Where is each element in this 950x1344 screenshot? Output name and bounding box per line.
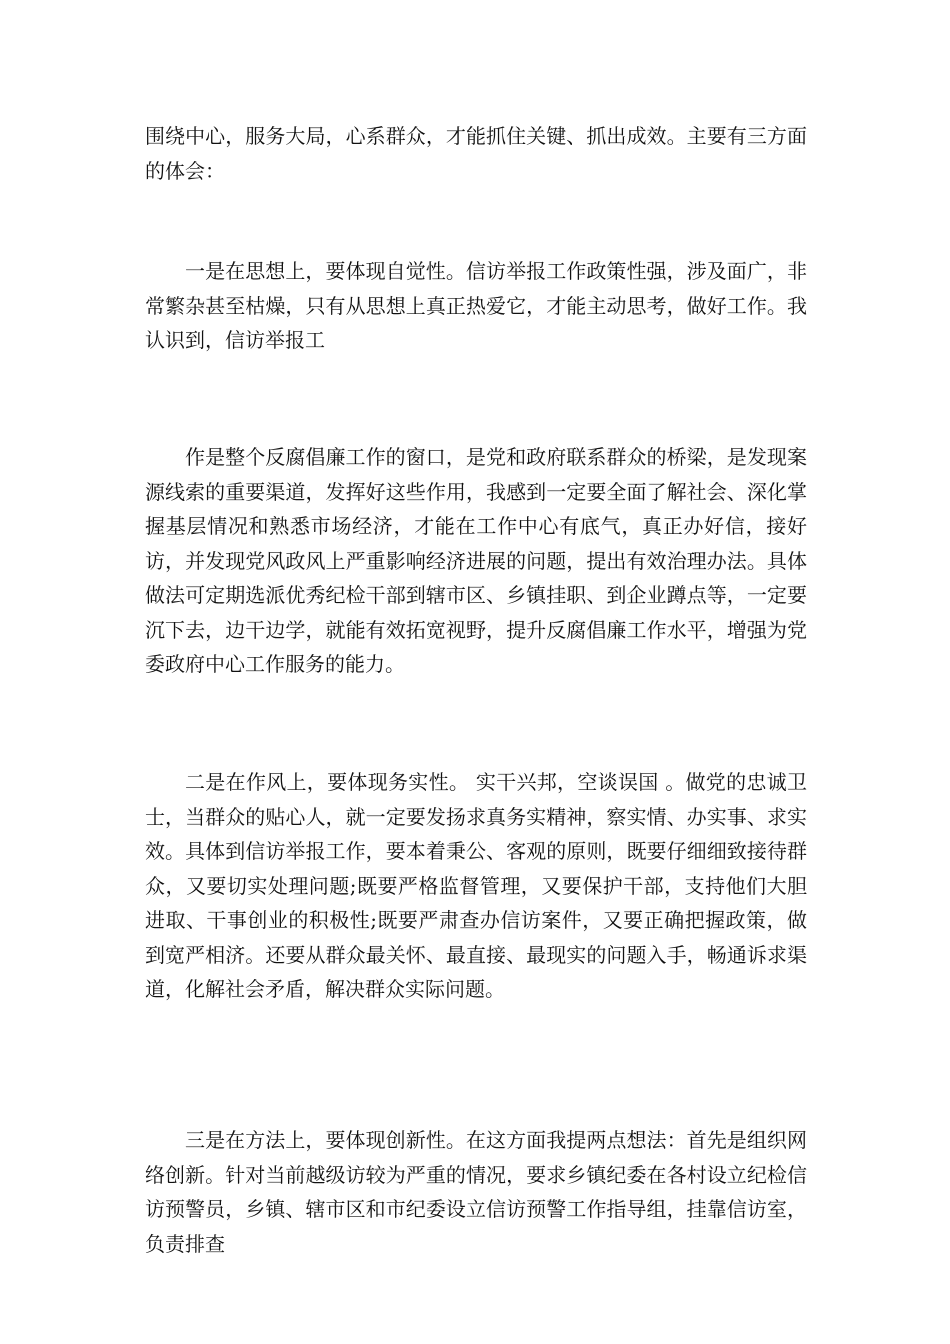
paragraph-point-two: 二是在作风上，要体现务实性。 实干兴邦，空谈误国 。做党的忠诚卫士，当群众的贴心人，就一定要发扬求真务实精神，察实情、办实事、求实效。具体到信访举报工作，要本着秉公、客观的原则，既要仔细细致接待群众，又要切实处理问题;既要严格监督管理，又要保护干部，支持他们大胆进取、干事创业的积极性;既要严肃查办信访案件，又要正确把握政策，做到宽严相济。还要从群众最关怀、最直接、最现实的问题入手，畅通诉求渠道，化解社会矛盾，解决群众实际问题。 [145, 770, 807, 1001]
paragraph-point-one: 一是在思想上，要体现自觉性。信访举报工作政策性强，涉及面广，非常繁杂甚至枯燥，只有从思想上真正热爱它，才能主动思考，做好工作。我认识到，信访举报工 [145, 259, 807, 352]
paragraph-intro: 围绕中心，服务大局，心系群众，才能抓住关键、抓出成效。主要有三方面的体会： [145, 124, 807, 183]
paragraph-point-three: 三是在方法上，要体现创新性。在这方面我提两点想法：首先是组织网络创新。针对当前越级访较为严重的情况，要求乡镇纪委在各村设立纪检信访预警员，乡镇、辖市区和市纪委设立信访预警工作指导组，挂靠信访室，负责排查 [145, 1128, 807, 1256]
paragraph-point-one-continued: 作是整个反腐倡廉工作的窗口，是党和政府联系群众的桥梁，是发现案源线索的重要渠道，发挥好这些作用，我感到一定要全面了解社会、深化掌握基层情况和熟悉市场经济，才能在工作中心有底气，真正办好信，接好访，并发现党风政风上严重影响经济进展的问题，提出有效治理办法。具体做法可定期选派优秀纪检干部到辖市区、乡镇挂职、到企业蹲点等，一定要沉下去，边干边学，就能有效拓宽视野，提升反腐倡廉工作水平，增强为党委政府中心工作服务的能力。 [145, 445, 807, 676]
